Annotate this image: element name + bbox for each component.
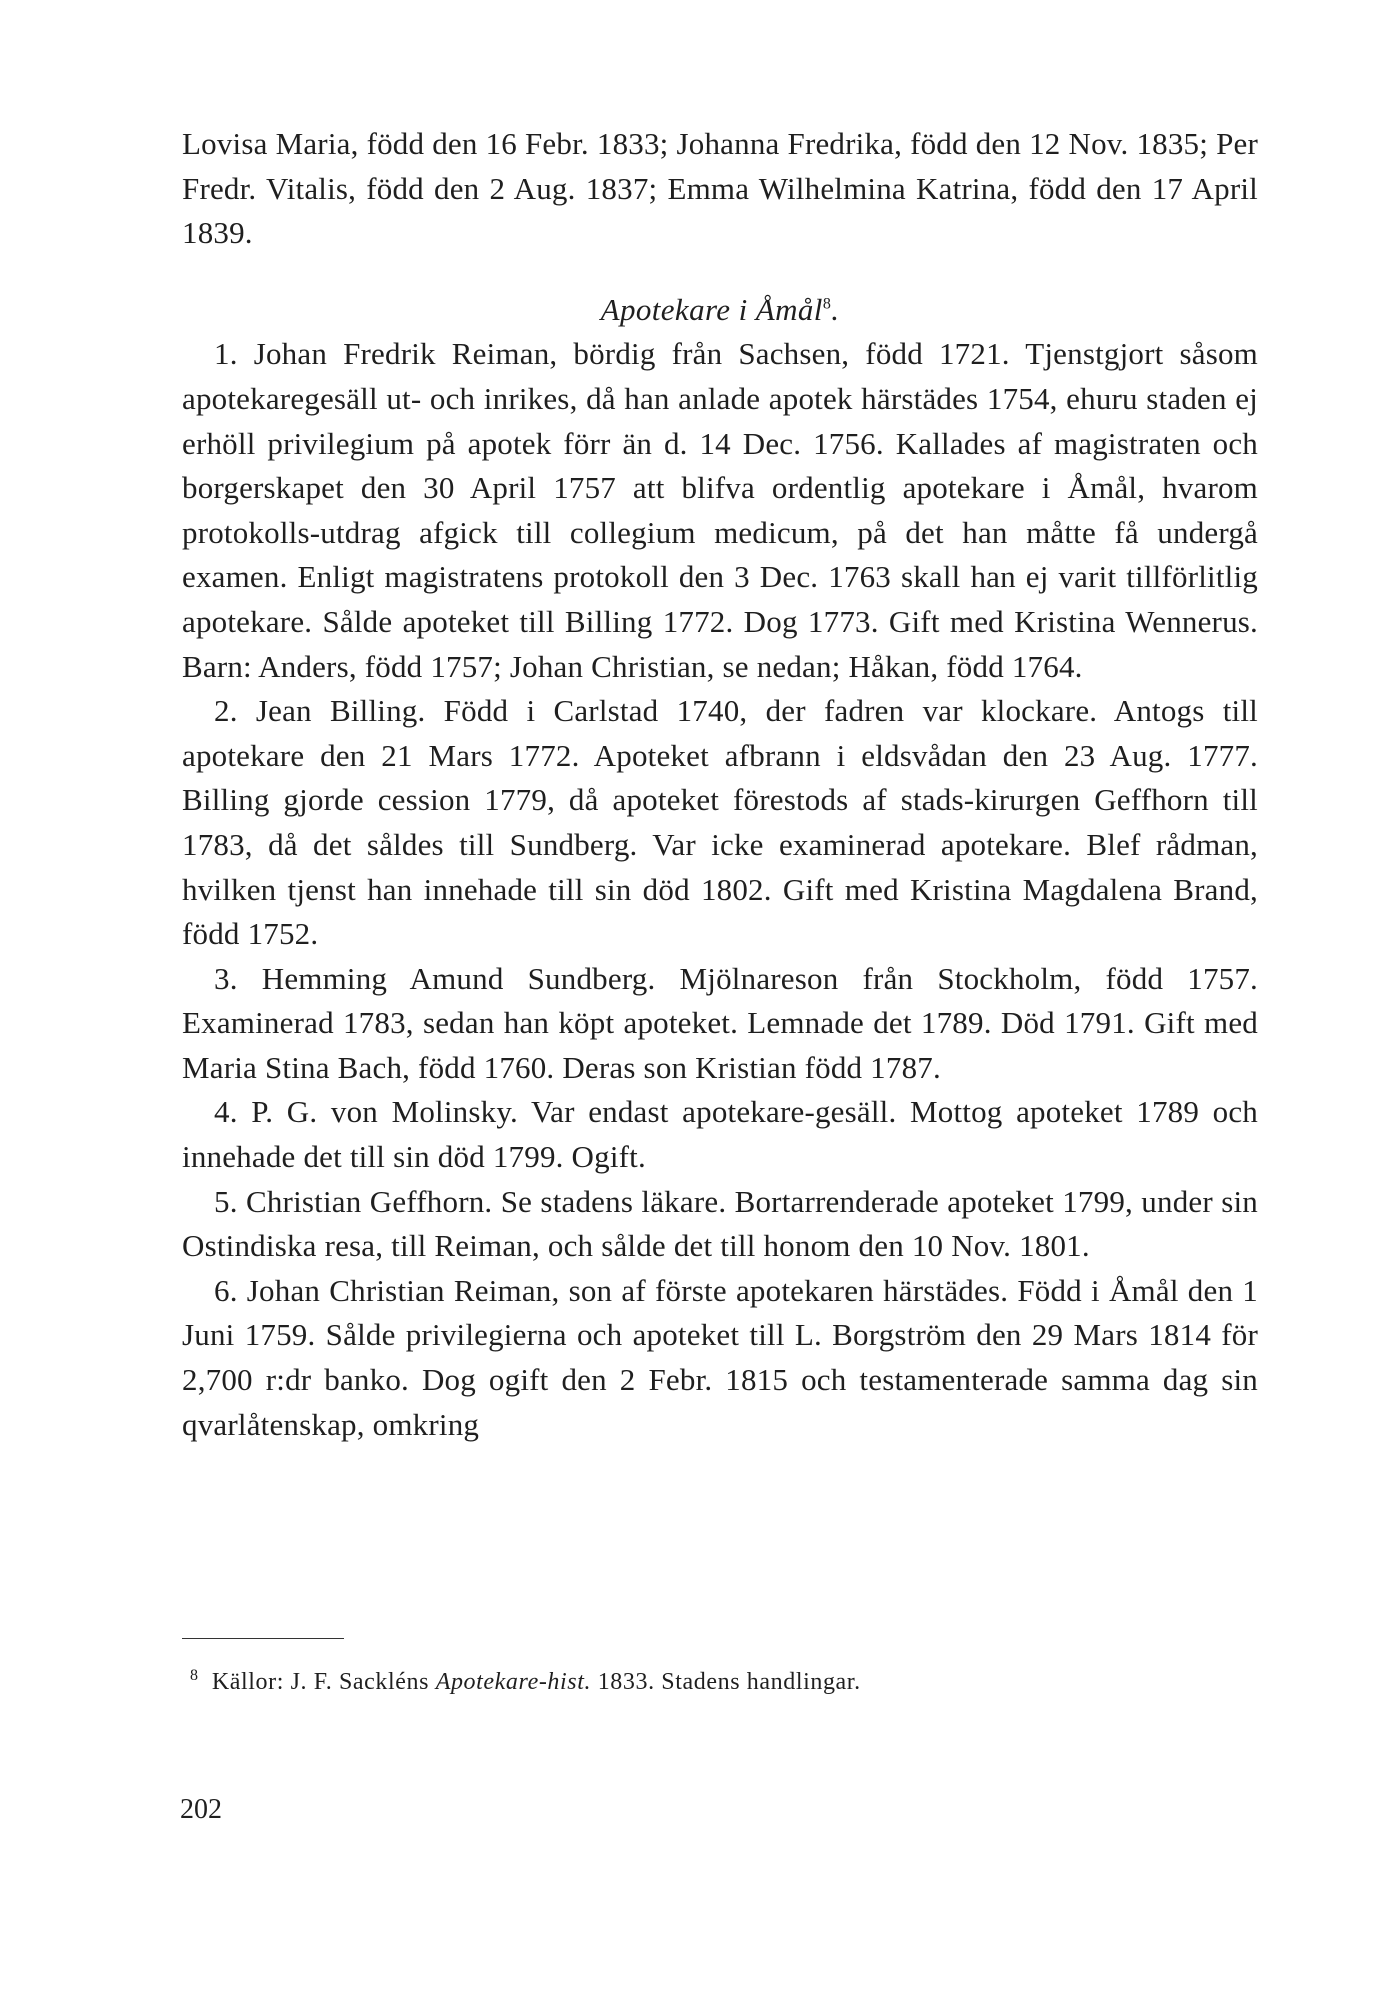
entry-5: 5. Christian Geffhorn. Se stadens läkare. Bortarrenderade apoteket 1799, under sin Ostindiska resa, till Reiman, och sålde det till honom den 10 Nov. 1801. (182, 1183, 1258, 1264)
footnote-suffix: 1833. Stadens handlingar. (597, 1669, 861, 1695)
section-heading: Apotekare i Åmål$^8$. (600, 291, 840, 327)
section-title: Apotekare i Åmål (600, 291, 823, 327)
footnote-prefix: Källor: J. F. Sackléns (211, 1669, 430, 1695)
entry-1: 1. Johan Fredrik Reiman, bördig från Sachsen, född 1721. Tjenstgjort såsom apotekaregesäll ut- och inrikes, då han anlade apotek härstädes 1754, ehuru staden ej erhöll privilegium på apotek förr än d. 14 Dec. 1756. Kallades af magistraten och borgerskapet den 30 April 1757 att blifva ordentlig apotekare i Åmål, hvarom protokolls-utdrag afgick till collegium medicum, på det han måtte få undergå examen. Enligt magistratens protokoll den 3 Dec. 1763 skall han ej varit tillförlitlig apotekare. Sålde apoteket till Billing 1772. Dog 1773. Gift med Kristina Wennerus. Barn: Anders, född 1757; Johan Christian, se nedan; Håkan, född 1764. (182, 336, 1258, 684)
entry-6: 6. Johan Christian Reiman, son af förste apotekaren härstädes. Född i Åmål den 1 Juni 1759. Sålde privilegierna och apoteket till L. Borgström den 29 Mars 1814 för 2,700 r:dr banko. Dog ogift den 2 Febr. 1815 och testamenterade samma dag sin qvarlåtenskap, omkring (182, 1272, 1258, 1442)
page-body (182, 122, 1258, 1447)
footnote-title: Apotekare-hist. (435, 1669, 592, 1695)
intro-paragraph: Lovisa Maria, född den 16 Febr. 1833; Johanna Fredrika, född den 12 Nov. 1835; Per Fredr. Vitalis, född den 2 Aug. 1837; Emma Wilhelmina Katrina, född den 17 April 1839. (182, 126, 1258, 251)
entry-4: 4. P. G. von Molinsky. Var endast apotekare-gesäll. Mottog apoteket 1789 och innehade det till sin död 1799. Ogift. (182, 1094, 1258, 1175)
footnote-divider (182, 1638, 344, 1639)
footnote (190, 1666, 1250, 1698)
page-number: 202 (180, 1794, 222, 1825)
footnote-mark: 8 (190, 1667, 199, 1684)
entry-3: 3. Hemming Amund Sundberg. Mjölnareson från Stockholm, född 1757. Examinerad 1783, sedan han köpt apoteket. Lemnade det 1789. Död 1791. Gift med Maria Stina Bach, född 1760. Deras son Kristian född 1787. (182, 960, 1258, 1085)
section-footnote-mark: 8 (822, 295, 832, 313)
entry-2: 2. Jean Billing. Född i Carlstad 1740, der fadren var klockare. Antogs till apotekare den 21 Mars 1772. Apoteket afbrann i eldsvådan den 23 Aug. 1777. Billing gjorde cession 1779, då apoteket förestods af stads-kirurgen Geffhorn till 1783, då det såldes till Sundberg. Var icke examinerad apotekare. Blef rådman, hvilken tjenst han innehade till sin död 1802. Gift med Kristina Magdalena Brand, född 1752. (182, 693, 1258, 952)
